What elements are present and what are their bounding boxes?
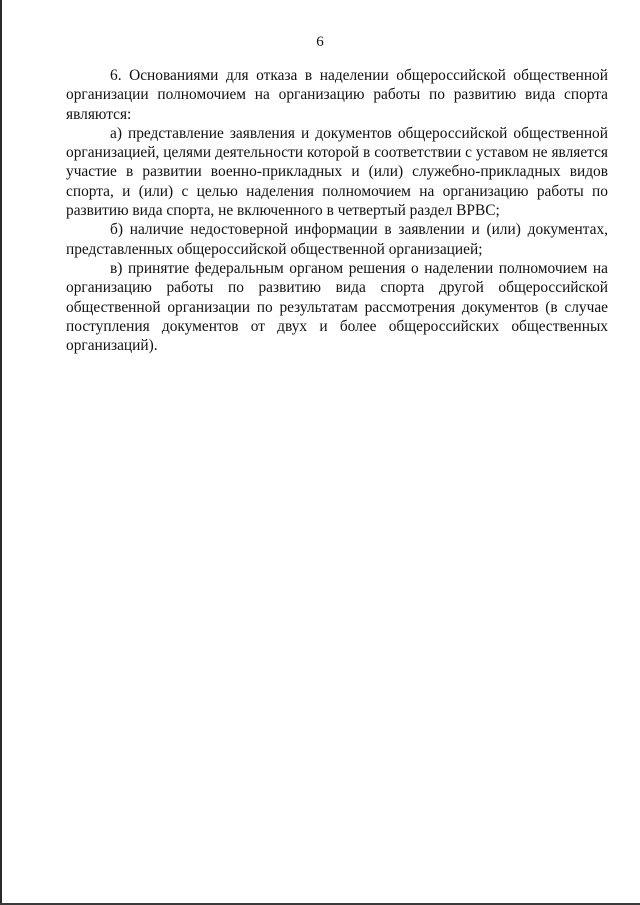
- document-body: [66, 66, 608, 355]
- paragraph-item-v: в) принятие федеральным органом решения о наделении полномочием на организацию работы по развитию вида спорта другой общероссийской общественной организации по результатам рассмотрения документов (в случае поступления документов от двух и более общероссийских общественных организаций).: [66, 259, 608, 355]
- scan-edge-left: [0, 0, 2, 905]
- paragraph-item-a: а) представление заявления и документов общероссийской общественной организацией, целями деятельности которой в соответствии с уставом не является участие в развитии военно-прикладных и (или) служебно-прикладных видов спорта, и (или) с целью наделения полномочием на организацию работы по развитию вида спорта, не включенного в четвертый раздел ВРВС;: [66, 124, 608, 220]
- page-number: 6: [316, 34, 324, 50]
- paragraph-item-b: б) наличие недостоверной информации в заявлении и (или) документах, представленных общероссийской общественной организацией;: [66, 221, 608, 258]
- paragraph-refusal-grounds: 6. Основаниями для отказа в наделении общероссийской общественной организации полномочием на организацию работы по развитию вида спорта являются:: [66, 67, 608, 123]
